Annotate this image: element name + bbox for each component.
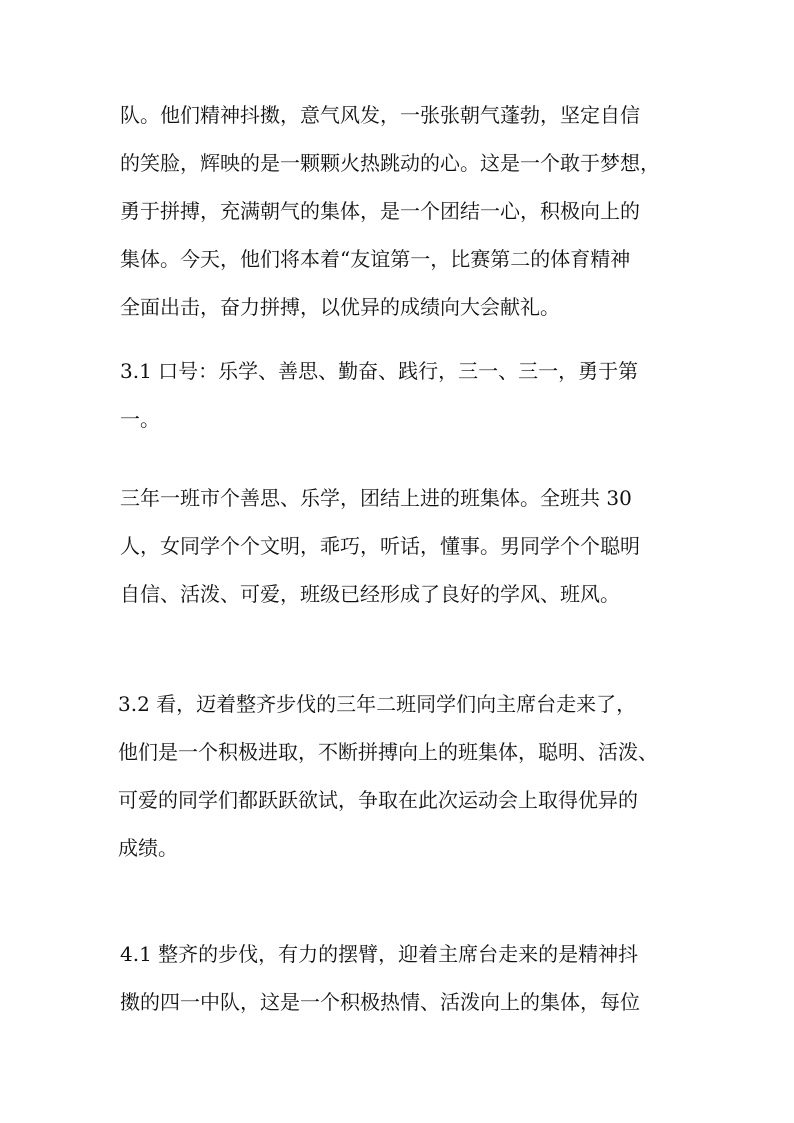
text-line: 可爱的同学们都跃跃欲试，争取在此次运动会上取得优异的 (118, 788, 638, 812)
text-line: 人，女同学个个文明，乖巧，听话，懂事。男同学个个聪明 (120, 534, 640, 558)
text-line: 擞的四一中队，这是一个积极热情、活泼向上的集体，每位 (120, 990, 640, 1014)
text-line: 成绩。 (118, 836, 178, 860)
text-line: 集体。今天，他们将本着“友谊第一，比赛第二的体育精神 (120, 247, 631, 271)
text-line: 一。 (120, 407, 160, 431)
text-line: 队。他们精神抖擞，意气风发，一张张朝气蓬勃，坚定自信 (120, 103, 640, 127)
text-line: 3.2 看，迈着整齐步伐的三年二班同学们向主席台走来了， (118, 692, 637, 716)
text-line: 他们是一个积极进取，不断拼搏向上的班集体，聪明、活泼、 (118, 740, 658, 764)
text-line: 自信、活泼、可爱，班级已经形成了良好的学风、班风。 (120, 582, 620, 606)
text-line: 勇于拼搏，充满朝气的集体，是一个团结一心，积极向上的 (120, 199, 640, 223)
text-line: 4.1 整齐的步伐，有力的摆臂，迎着主席台走来的是精神抖 (120, 942, 639, 966)
text-line: 三年一班市个善思、乐学，团结上进的班集体。全班共 30 (120, 486, 632, 510)
text-line: 全面出击，奋力拼搏，以优异的成绩向大会献礼。 (120, 295, 560, 319)
text-line: 的笑脸，辉映的是一颗颗火热跳动的心。这是一个敢于梦想， (120, 151, 660, 175)
text-line: 3.1 口号：乐学、善思、勤奋、践行，三一、三一，勇于第 (120, 359, 639, 383)
